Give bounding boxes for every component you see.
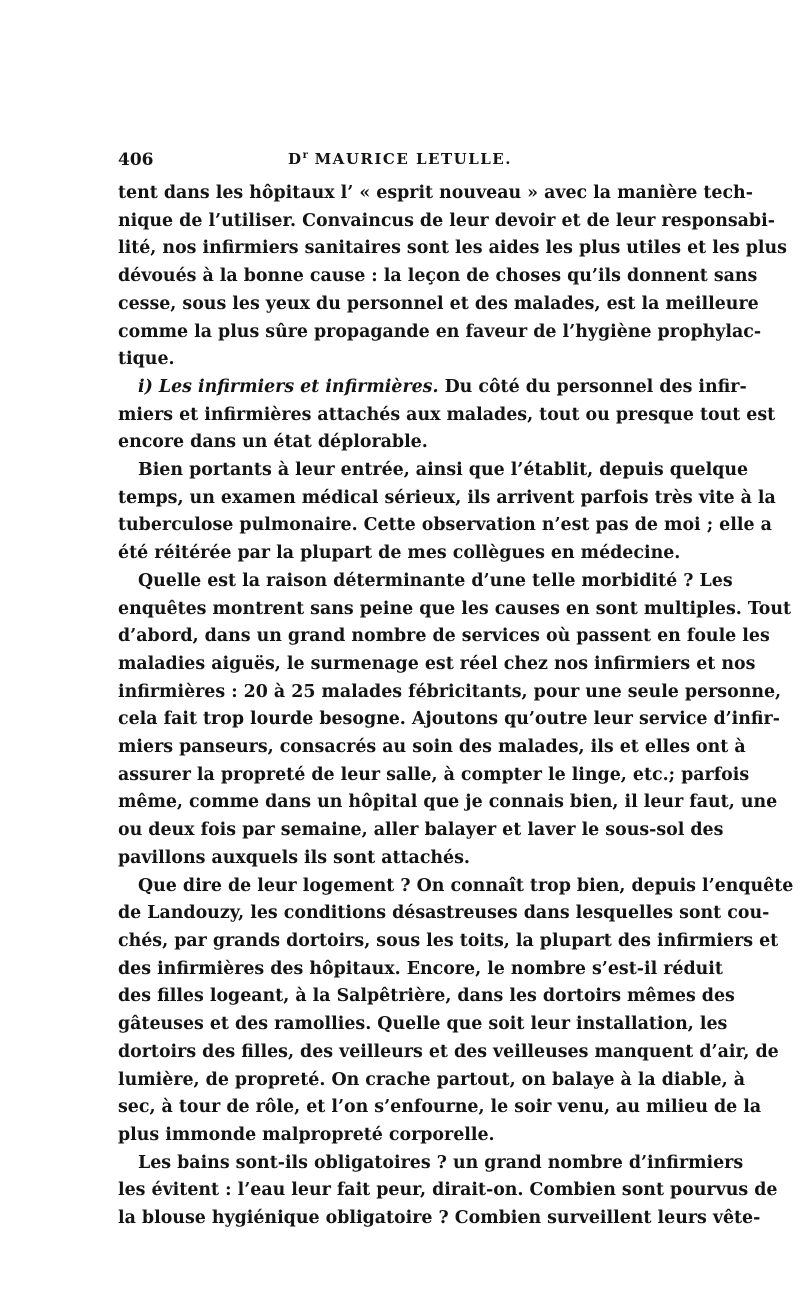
- text-line: dortoirs des filles, des veilleurs et des veilleuses manquent d’air, de: [118, 1041, 779, 1062]
- page-number: 406: [118, 150, 154, 170]
- text-line: Quelle est la raison déterminante d’une telle morbidité ? Les: [138, 570, 733, 591]
- paragraph-3: [118, 457, 776, 568]
- text-line: ou deux fois par semaine, aller balayer et laver le sous-sol des: [118, 820, 724, 841]
- text-line: tuberculose pulmonaire. Cette observation n’est pas de moi ; elle a: [118, 515, 772, 536]
- text-line: des infirmières des hôpitaux. Encore, le nombre s’est-il réduit: [118, 958, 723, 979]
- paragraph-5: [118, 873, 794, 1150]
- paragraph-6: [118, 1150, 778, 1233]
- text-line: enquêtes montrent sans peine que les causes en sont multiples. Tout: [118, 598, 792, 619]
- text-line: les évitent : l’eau leur fait peur, dirait-on. Combien sont pourvus de: [118, 1180, 778, 1201]
- text-line: été réitérée par la plupart de mes collègues en médecine.: [118, 543, 681, 564]
- text-line: même, comme dans un hôpital que je connais bien, il leur faut, une: [118, 792, 778, 813]
- text-line: maladies aiguës, le surmenage est réel chez nos infirmiers et nos: [118, 653, 756, 674]
- text-line: plus immonde malpropreté corporelle.: [118, 1124, 495, 1145]
- text-line: lité, nos infirmiers sanitaires sont les aides les plus utiles et les plus: [118, 238, 787, 259]
- text-line: cesse, sous les yeux du personnel et des malades, est la meilleure: [118, 293, 759, 314]
- text-line: tent dans les hôpitaux l’ « esprit nouveau » avec la manière tech-: [118, 183, 753, 203]
- text-line: miers panseurs, consacrés au soin des malades, ils et elles ont à: [118, 737, 746, 758]
- paragraph-2: [118, 374, 776, 457]
- text-line: dévoués à la bonne cause : la leçon de choses qu’ils donnent sans: [118, 266, 758, 287]
- text-line: temps, un examen médical sérieux, ils arrivent parfois très vite à la: [118, 487, 776, 508]
- text-line: assurer la propreté de leur salle, à compter le linge, etc.; parfois: [118, 764, 750, 785]
- text-line: [118, 374, 747, 402]
- text-line: sec, à tour de rôle, et l’on s’enfourne, le soir venu, au milieu de la: [118, 1097, 762, 1118]
- text-line: comme la plus sûre propagande en faveur de l’hygiène prophylac-: [118, 321, 762, 342]
- text-line: gâteuses et des ramollies. Quelle que soit leur installation, les: [118, 1014, 728, 1035]
- body-text: [118, 180, 794, 1233]
- page-header: [118, 150, 682, 176]
- text-line: des filles logeant, à la Salpêtrière, dans les dortoirs mêmes des: [118, 986, 735, 1007]
- text-line: nique de l’utiliser. Convaincus de leur devoir et de leur responsabi-: [118, 210, 775, 231]
- text-line: la blouse hygiénique obligatoire ? Combien surveillent leurs vête-: [118, 1208, 761, 1229]
- paragraph-4: [118, 568, 792, 873]
- text-line: lumière, de propreté. On crache partout, on balaye à la diable, à: [118, 1069, 745, 1090]
- text-line: d’abord, dans un grand nombre de services où passent en foule les: [118, 626, 770, 647]
- text-line: encore dans un état déplorable.: [118, 432, 428, 453]
- author-name: MAURICE LETULLE.: [314, 150, 512, 168]
- text-line: cela fait trop lourde besogne. Ajoutons qu’outre leur service d’infir-: [118, 709, 780, 730]
- paragraph-1: [118, 180, 787, 374]
- text-line: tique.: [118, 349, 175, 370]
- heading-line-rest: Du côté du personnel des infir-: [444, 376, 747, 397]
- text-line: Les bains sont-ils obligatoires ? un grand nombre d’infirmiers: [138, 1152, 744, 1173]
- text-line: pavillons auxquels ils sont attachés.: [118, 847, 470, 868]
- text-line: chés, par grands dortoirs, sous les toits, la plupart des infirmiers et: [118, 930, 779, 951]
- author-prefix: $D^r$: [288, 150, 308, 168]
- text-line: infirmières : 20 à 25 malades fébricitants, pour une seule personne,: [118, 681, 782, 702]
- text-line: Que dire de leur logement ? On connaît trop bien, depuis l’enquête: [138, 875, 794, 896]
- running-head: [118, 150, 682, 168]
- text-line: miers et infirmières attachés aux malades, tout ou presque tout est: [118, 404, 776, 425]
- section-heading: i) Les infirmiers et infirmières.: [138, 376, 439, 397]
- text-line: de Landouzy, les conditions désastreuses dans lesquelles sont cou-: [118, 903, 770, 924]
- author-prefix-superscript: r: [302, 150, 308, 161]
- text-line: Bien portants à leur entrée, ainsi que l’établit, depuis quelque: [138, 460, 749, 481]
